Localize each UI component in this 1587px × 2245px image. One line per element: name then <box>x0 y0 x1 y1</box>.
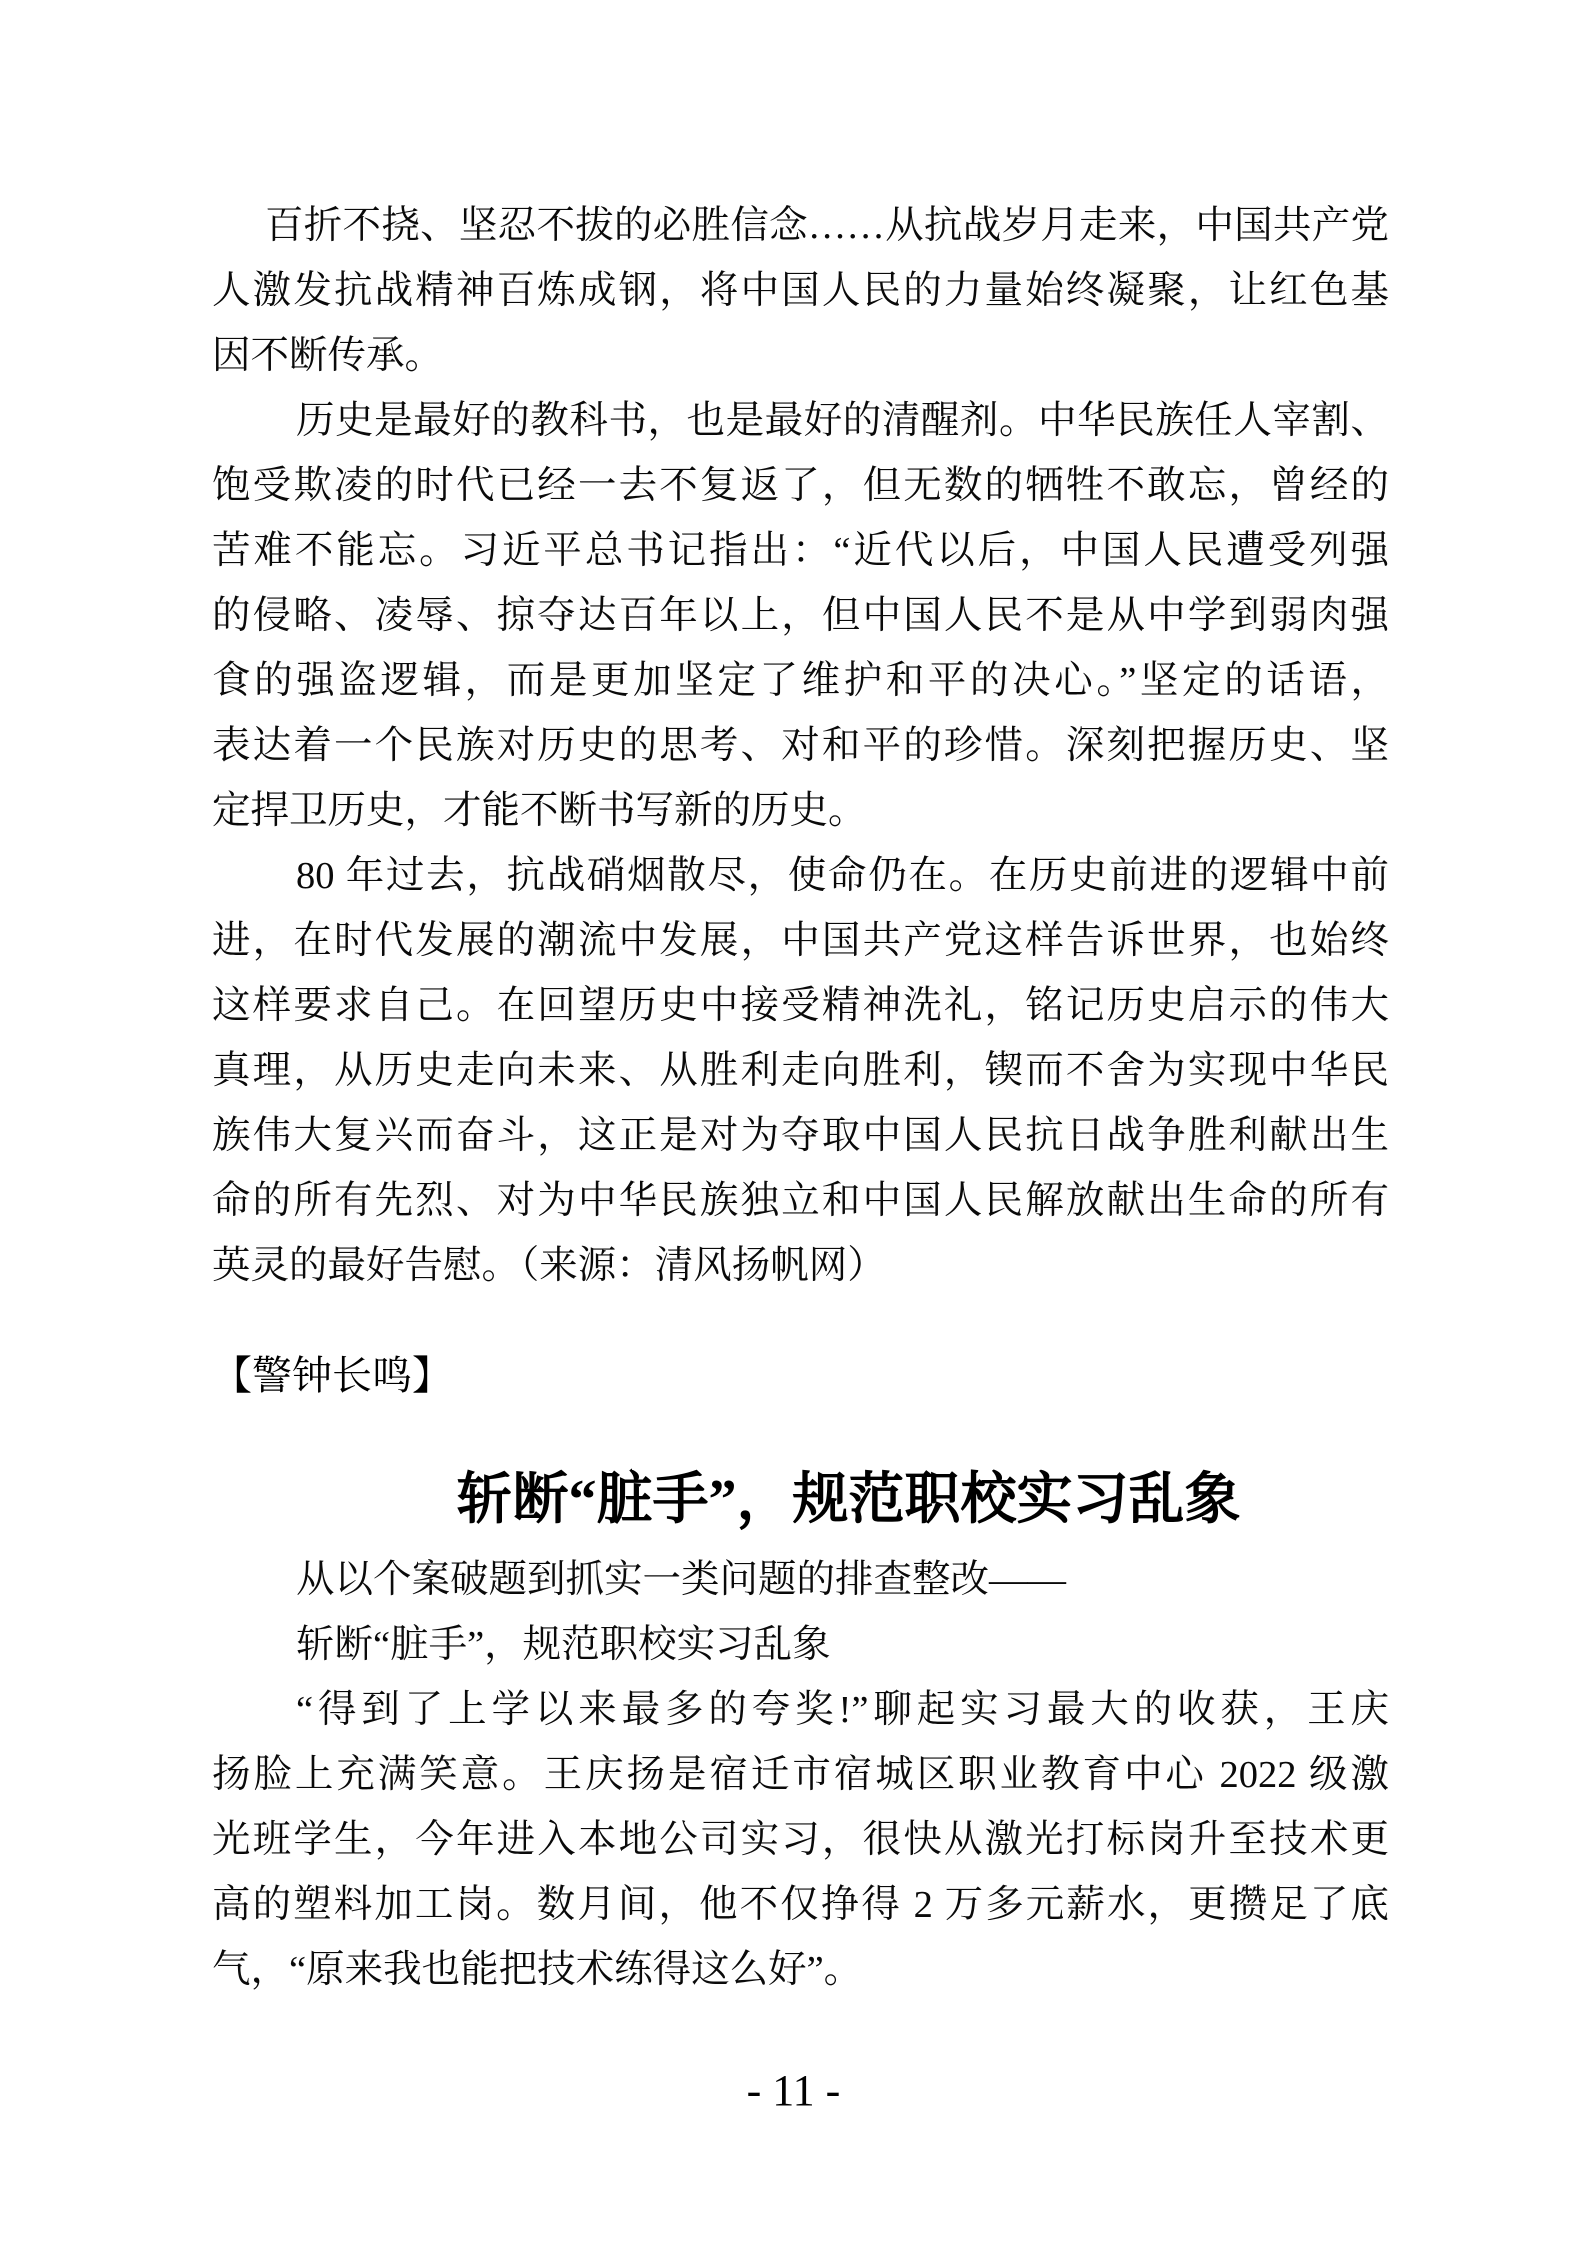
text-line: 从以个案破题到抓实一类问题的排查整改—— <box>296 1559 1067 1601</box>
text-line: 光班学生，今年进入本地公司实习，很快从激光打标岗升至技术更 <box>212 1819 1389 1861</box>
text-line: 80 年过去，抗战硝烟散尽，使命仍在。在历史前进的逻辑中前 <box>296 855 1389 897</box>
text-line: “得到了上学以来最多的夸奖!”聊起实习最大的收获，王庆 <box>296 1689 1389 1731</box>
text-line: 这样要求自己。在回望历史中接受精神洗礼，铭记历史启示的伟大 <box>212 985 1389 1027</box>
text-line: 斩断“脏手”，规范职校实习乱象 <box>296 1624 831 1666</box>
text-line: 百折不挠、坚忍不拔的必胜信念……从抗战岁月走来，中国共产党 <box>265 205 1389 247</box>
page-number: - 11 - <box>746 2066 841 2115</box>
text-line: 真理，从历史走向未来、从胜利走向胜利，锲而不舍为实现中华民 <box>212 1050 1389 1092</box>
text-line: 气，“原来我也能把技术练得这么好”。 <box>212 1949 863 1991</box>
text-line: 人激发抗战精神百炼成钢，将中国人民的力量始终凝聚，让红色基 <box>212 270 1389 312</box>
text-line: 因不断传承。 <box>212 335 444 377</box>
paragraph-internship-story <box>212 1678 1389 2003</box>
page-body <box>212 194 1389 2003</box>
text-line: 定捍卫历史，才能不断书写新的历史。 <box>212 790 867 832</box>
text-line: 进，在时代发展的潮流中发展，中国共产党这样告诉世界，也始终 <box>212 920 1389 962</box>
paragraph-resistance-spirit <box>212 194 1389 389</box>
text-line: 扬脸上充满笑意。王庆扬是宿迁市宿城区职业教育中心 2022 级激 <box>212 1754 1389 1796</box>
text-line: 饱受欺凌的时代已经一去不复返了，但无数的牺牲不敢忘，曾经的 <box>212 465 1389 507</box>
paragraph-80-years-mission <box>212 844 1389 1299</box>
text-line: 表达着一个民族对历史的思考、对和平的珍惜。深刻把握历史、坚 <box>212 725 1389 767</box>
section-label-alarm-bell: 【警钟长鸣】 <box>212 1353 452 1398</box>
text-line: 苦难不能忘。习近平总书记指出：“近代以后，中国人民遭受列强 <box>212 530 1389 572</box>
text-line: 食的强盗逻辑，而是更加坚定了维护和平的决心。”坚定的话语， <box>212 660 1389 702</box>
text-line: 高的塑料加工岗。数月间，他不仅挣得 2 万多元薪水，更攒足了底 <box>212 1884 1389 1926</box>
text-line: 族伟大复兴而奋斗，这正是对为夺取中国人民抗日战争胜利献出生 <box>212 1115 1389 1157</box>
text-line: 历史是最好的教科书，也是最好的清醒剂。中华民族任人宰割、 <box>296 400 1389 442</box>
text-line: 的侵略、凌辱、掠夺达百年以上，但中国人民不是从中学到弱肉强 <box>212 595 1389 637</box>
article-title: 斩断“脏手”，规范职校实习乱象 <box>456 1469 1241 1531</box>
paragraph-history-textbook <box>212 389 1389 844</box>
article-subtitle <box>212 1548 1389 1678</box>
text-line: 英灵的最好告慰。（来源：清风扬帆网） <box>212 1245 886 1287</box>
text-line: 命的所有先烈、对为中华民族独立和中国人民解放献出生命的所有 <box>212 1180 1389 1222</box>
